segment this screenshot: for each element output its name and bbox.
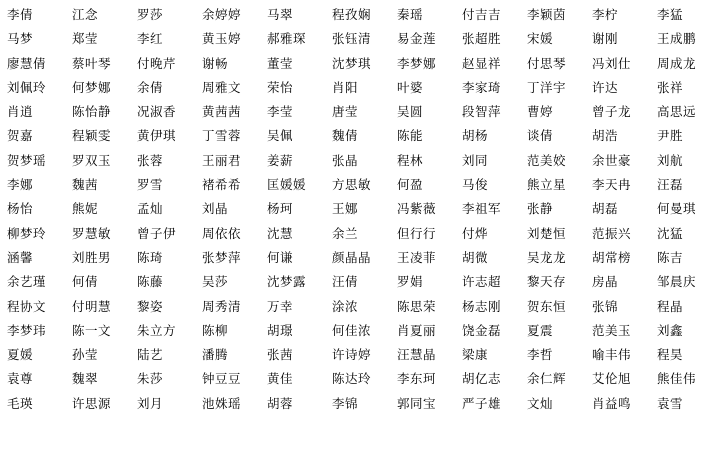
name-cell: 程昊: [657, 347, 684, 363]
name-cell: 程颖雯: [72, 128, 112, 144]
name-cell: 汪倩: [332, 274, 359, 290]
name-cell: 罗娟: [397, 274, 424, 290]
name-cell: 邹晨庆: [657, 274, 697, 290]
name-cell: 夏震: [527, 322, 554, 338]
name-cell: 肖益鸣: [592, 395, 632, 411]
name-cell: 李倩: [7, 7, 34, 22]
name-cell: 王丽君: [202, 152, 242, 168]
name-cell: 付思琴: [527, 55, 567, 71]
name-cell: 姜薪: [267, 152, 294, 168]
name-cell: 陈藤: [137, 274, 164, 290]
name-cell: 冯刘仕: [592, 55, 632, 71]
name-cell: 余艺瑾: [7, 274, 47, 290]
name-cell: 谢畅: [202, 55, 229, 71]
name-cell: 张茜: [267, 347, 294, 363]
name-cell: 郑莹: [72, 31, 99, 47]
name-cell: 李家琦: [462, 79, 502, 95]
name-cell: 柳梦玲: [7, 225, 47, 241]
name-cell: 潘腾: [202, 347, 229, 363]
name-cell: 唐莹: [332, 104, 359, 120]
name-cell: 王凌菲: [397, 249, 437, 265]
name-cell: 黄佳: [267, 371, 294, 387]
name-cell: 熊妮: [72, 201, 99, 217]
name-cell: 张梦萍: [202, 249, 242, 265]
name-cell: 黄玉婷: [202, 31, 242, 47]
name-cell: 贺东恒: [527, 298, 567, 314]
name-cell: 梁康: [462, 347, 489, 363]
name-cell: 赵显祥: [462, 55, 502, 71]
name-cell: 丁洋宇: [527, 79, 567, 95]
name-cell: 罗慧敏: [72, 225, 112, 241]
name-cell: 袁雪: [657, 395, 684, 411]
name-cell: 付明慧: [72, 298, 112, 314]
name-cell: 董莹: [267, 55, 294, 71]
name-cell: 黄伊琪: [137, 128, 177, 144]
name-cell: 吴龙龙: [527, 249, 567, 265]
name-cell: 余婷婷: [202, 7, 242, 22]
name-cell: 胡蓉: [267, 395, 294, 411]
name-cell: 魏茜: [72, 177, 99, 193]
name-cell: 胡浩: [592, 128, 619, 144]
name-cell: 艾伦旭: [592, 371, 632, 387]
name-cell: 张蓉: [137, 152, 164, 168]
name-cell: 范振兴: [592, 225, 632, 241]
name-cell: 孟灿: [137, 201, 164, 217]
name-cell: 魏倩: [332, 128, 359, 144]
name-cell: 刘楚恒: [527, 225, 567, 241]
name-cell: 李哲: [527, 347, 554, 363]
name-cell: 罗莎: [137, 7, 164, 22]
name-cell: 魏翠: [72, 371, 99, 387]
name-cell: 熊佳伟: [657, 371, 697, 387]
name-cell: 毛瑛: [7, 395, 34, 411]
name-cell: 刘航: [657, 152, 684, 168]
name-cell: 陈思荣: [397, 298, 437, 314]
name-cell: 褚希希: [202, 177, 242, 193]
name-cell: 何谦: [267, 249, 294, 265]
name-cell: 杨珂: [267, 201, 294, 217]
name-cell: 吴佩: [267, 128, 294, 144]
name-cell: 沈梦露: [267, 274, 307, 290]
name-cell: 黎天存: [527, 274, 567, 290]
name-cell: 周依依: [202, 225, 242, 241]
name-cell: 张祥: [657, 79, 684, 95]
name-cell: 何梦娜: [72, 79, 112, 95]
name-cell: 叶婆: [397, 79, 424, 95]
name-cell: 但行行: [397, 225, 437, 241]
name-cell: 谢刚: [592, 31, 619, 47]
name-cell: 程晶: [657, 298, 684, 314]
name-cell: 余仁辉: [527, 371, 567, 387]
name-cell: 吴圆: [397, 104, 424, 120]
name-cell: 沈猛: [657, 225, 684, 241]
name-cell: 高思远: [657, 104, 697, 120]
name-cell: 陆艺: [137, 347, 164, 363]
name-cell: 张钰清: [332, 31, 372, 47]
name-cell: 陈柳: [202, 322, 229, 338]
name-cell: 陈达玲: [332, 371, 372, 387]
name-cell: 段智萍: [462, 104, 502, 120]
name-cell: 黎姿: [137, 298, 164, 314]
name-cell: 何曼琪: [657, 201, 697, 217]
name-cell: 贺嘉: [7, 128, 34, 144]
name-cell: 颜晶晶: [332, 249, 372, 265]
name-cell: 李锦: [332, 395, 359, 411]
name-cell: 李东珂: [397, 371, 437, 387]
name-cell: 马俊: [462, 177, 489, 193]
name-cell: 李天冉: [592, 177, 632, 193]
name-cell: 刘鑫: [657, 322, 684, 338]
name-cell: 付晚芹: [137, 55, 177, 71]
name-cell: 李红: [137, 31, 164, 47]
name-cell: 刘月: [137, 395, 164, 411]
name-cell: 尹胜: [657, 128, 684, 144]
name-cell: 余兰: [332, 225, 359, 241]
name-cell: 宋媛: [527, 31, 554, 47]
name-cell: 丁雪蓉: [202, 128, 242, 144]
name-cell: 周秀清: [202, 298, 242, 314]
name-cell: 程孜娴: [332, 7, 372, 22]
name-cell: 陈怡静: [72, 104, 112, 120]
name-cell: 冯紫薇: [397, 201, 437, 217]
name-cell: 肖逍: [7, 104, 34, 120]
name-cell: 饶金磊: [462, 322, 502, 338]
name-cell: 曾子伊: [137, 225, 177, 241]
name-cell: 汪慧晶: [397, 347, 437, 363]
name-cell: 胡杨: [462, 128, 489, 144]
name-cell: 胡微: [462, 249, 489, 265]
name-cell: 沈慧: [267, 225, 294, 241]
name-cell: 王娜: [332, 201, 359, 217]
name-cell: 刘佩玲: [7, 79, 47, 95]
name-cell: 文灿: [527, 395, 554, 411]
name-cell: 袁尊: [7, 371, 34, 387]
name-cell: 谈倩: [527, 128, 554, 144]
name-cell: 许思源: [72, 395, 112, 411]
name-cell: 房晶: [592, 274, 619, 290]
name-cell: 张超胜: [462, 31, 502, 47]
name-cell: 程协文: [7, 298, 47, 314]
name-cell: 肖夏丽: [397, 322, 437, 338]
name-cell: 曾子龙: [592, 104, 632, 120]
name-cell: 刘晶: [202, 201, 229, 217]
name-cell: 吴莎: [202, 274, 229, 290]
name-cell: 程林: [397, 152, 424, 168]
name-cell: 李猛: [657, 7, 684, 22]
name-cell: 夏媛: [7, 347, 34, 363]
name-cell: 陈吉: [657, 249, 684, 265]
name-cell: 秦瑶: [397, 7, 424, 22]
name-cell: 陈能: [397, 128, 424, 144]
name-cell: 荣怡: [267, 79, 294, 95]
name-cell: 蔡叶琴: [72, 55, 112, 71]
name-cell: 钟豆豆: [202, 371, 242, 387]
name-cell: 郝雅琛: [267, 31, 307, 47]
name-cell: 沈梦琪: [332, 55, 372, 71]
name-cell: 张晶: [332, 152, 359, 168]
name-cell: 江念: [72, 7, 99, 22]
name-cell: 何盈: [397, 177, 424, 193]
name-cell: 况淑香: [137, 104, 177, 120]
name-cell: 胡磊: [592, 201, 619, 217]
name-cell: 罗雪: [137, 177, 164, 193]
name-cell: 张静: [527, 201, 554, 217]
name-cell: 许诗婷: [332, 347, 372, 363]
name-grid: [7, 3, 723, 416]
name-cell: 李祖军: [462, 201, 502, 217]
name-cell: 喻丰伟: [592, 347, 632, 363]
name-cell: 胡亿志: [462, 371, 502, 387]
name-cell: 熊立星: [527, 177, 567, 193]
name-cell: 许志超: [462, 274, 502, 290]
name-cell: 朱莎: [137, 371, 164, 387]
name-cell: 王成鹏: [657, 31, 697, 47]
name-cell: 池姝瑶: [202, 395, 242, 411]
name-cell: 朱立方: [137, 322, 177, 338]
name-cell: 陈琦: [137, 249, 164, 265]
name-cell: 廖慧倩: [7, 55, 47, 71]
name-cell: 黄茜茜: [202, 104, 242, 120]
name-cell: 李颖茵: [527, 7, 567, 22]
name-cell: 郭同宝: [397, 395, 437, 411]
name-cell: 杨怡: [7, 201, 34, 217]
name-cell: 李梦玮: [7, 322, 47, 338]
name-cell: 余倩: [137, 79, 164, 95]
name-cell: 曹婷: [527, 104, 554, 120]
name-cell: 张锦: [592, 298, 619, 314]
name-cell: 刘胜男: [72, 249, 112, 265]
name-cell: 李娜: [7, 177, 34, 193]
name-cell: 杨志刚: [462, 298, 502, 314]
name-cell: 孙莹: [72, 347, 99, 363]
name-cell: 何倩: [72, 274, 99, 290]
name-cell: 肖阳: [332, 79, 359, 95]
name-cell: 余世豪: [592, 152, 632, 168]
name-cell: 贺梦瑶: [7, 152, 47, 168]
name-cell: 周成龙: [657, 55, 697, 71]
name-cell: 周雅文: [202, 79, 242, 95]
name-cell: 涵馨: [7, 249, 34, 265]
name-cell: 陈一文: [72, 322, 112, 338]
name-cell: 胡璟: [267, 322, 294, 338]
name-cell: 付烨: [462, 225, 489, 241]
name-cell: 罗双玉: [72, 152, 112, 168]
name-cell: 易金莲: [397, 31, 437, 47]
name-cell: 付吉吉: [462, 7, 502, 22]
name-cell: 万幸: [267, 298, 294, 314]
name-cell: 李柠: [592, 7, 619, 22]
name-cell: 方思敏: [332, 177, 372, 193]
name-cell: 马梦: [7, 31, 34, 47]
name-cell: 严子雄: [462, 395, 502, 411]
name-cell: 许达: [592, 79, 619, 95]
name-cell: 范美姣: [527, 152, 567, 168]
name-cell: 李梦娜: [397, 55, 437, 71]
name-cell: 马翠: [267, 7, 294, 22]
name-cell: 胡常榜: [592, 249, 632, 265]
name-cell: 范美玉: [592, 322, 632, 338]
name-cell: 何佳浓: [332, 322, 372, 338]
name-cell: 汪磊: [657, 177, 684, 193]
name-cell: 匡媛媛: [267, 177, 307, 193]
name-cell: 涂浓: [332, 298, 359, 314]
name-cell: 李莹: [267, 104, 294, 120]
name-cell: 刘同: [462, 152, 489, 168]
